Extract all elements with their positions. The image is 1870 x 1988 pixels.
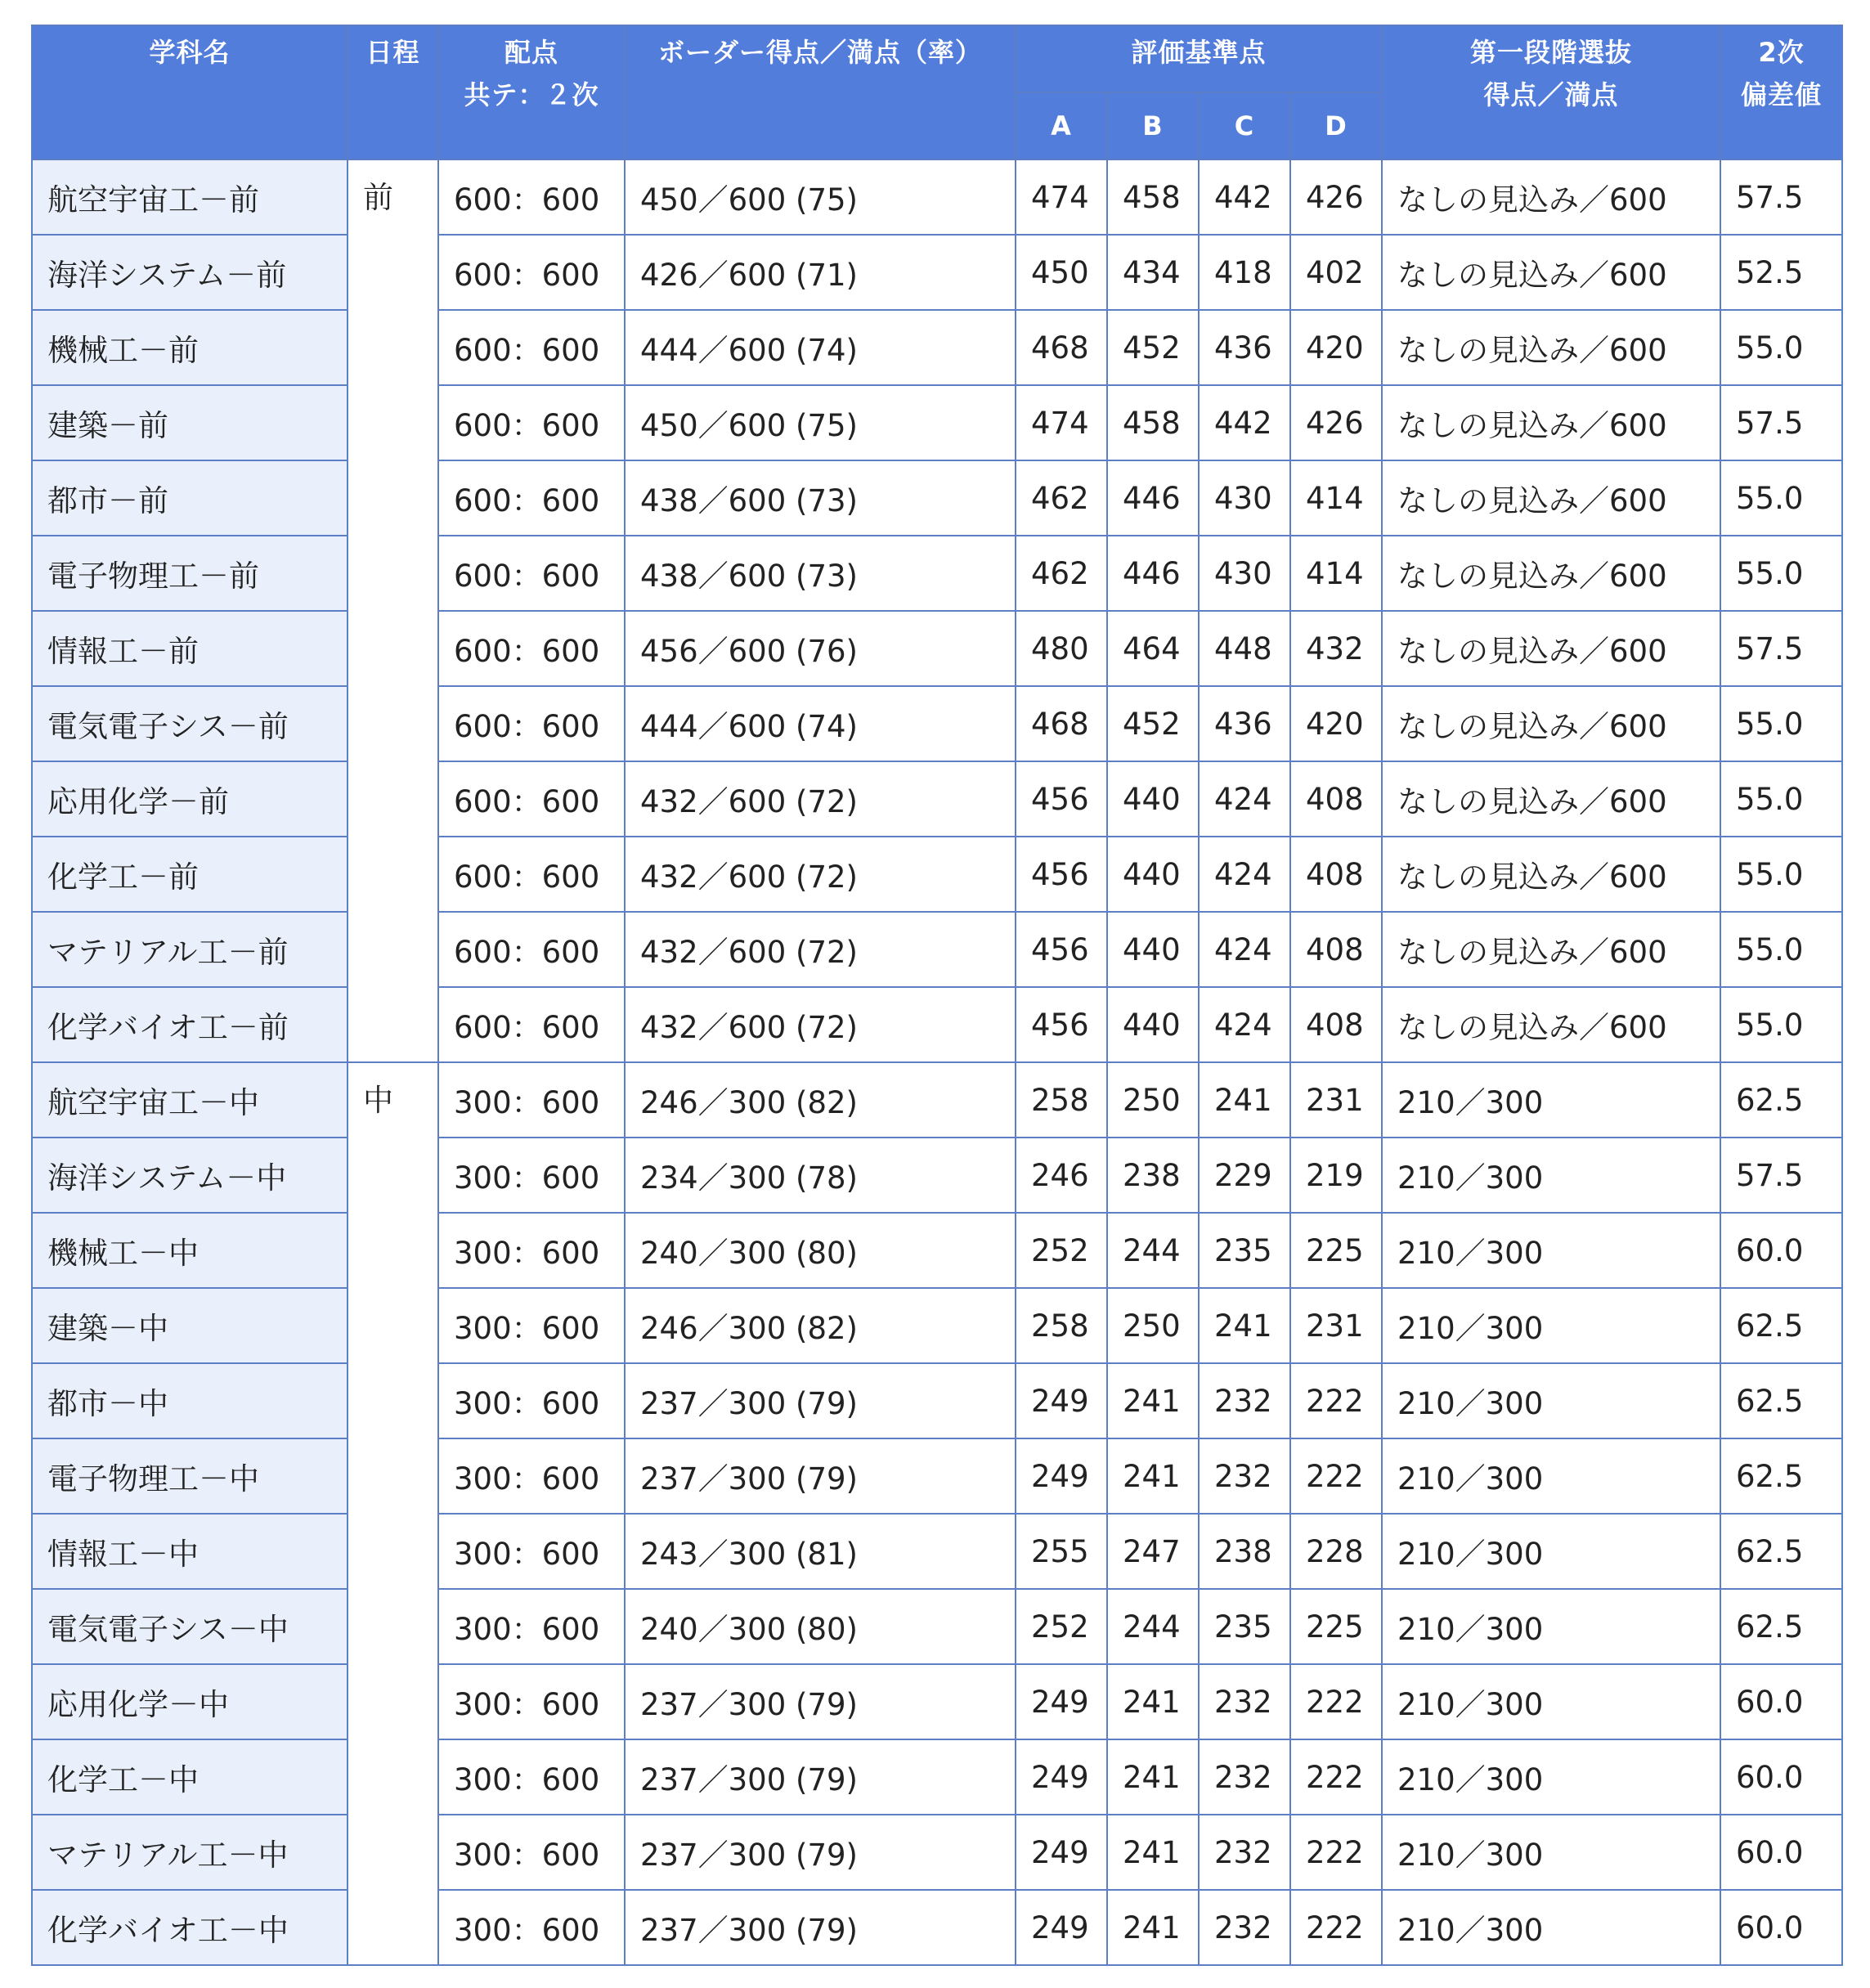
eval-c-cell: 442 (1199, 385, 1290, 460)
border-cell: 426／600 (71) (625, 235, 1016, 310)
points-cell: 300：600 (438, 1890, 625, 1965)
eval-c-cell: 232 (1199, 1664, 1290, 1739)
eval-d-cell: 414 (1290, 460, 1382, 536)
eval-a-cell: 462 (1016, 536, 1107, 611)
eval-c-cell: 232 (1199, 1815, 1290, 1890)
schedule-cell: 中 (348, 1062, 438, 1965)
eval-c-cell: 235 (1199, 1213, 1290, 1288)
eval-c-cell: 229 (1199, 1138, 1290, 1213)
dept-cell: 建築－中 (32, 1288, 348, 1363)
eval-b-cell: 247 (1107, 1514, 1199, 1589)
points-cell: 300：600 (438, 1664, 625, 1739)
points-cell: 600：600 (438, 385, 625, 460)
dept-cell: 電気電子シス－前 (32, 686, 348, 761)
table-row (32, 1664, 1842, 1739)
dept-cell: 都市－中 (32, 1363, 348, 1438)
border-cell: 432／600 (72) (625, 987, 1016, 1062)
eval-b-cell: 440 (1107, 912, 1199, 987)
dept-cell: 機械工－中 (32, 1213, 348, 1288)
eval-d-cell: 222 (1290, 1438, 1382, 1514)
eval-a-cell: 249 (1016, 1438, 1107, 1514)
border-cell: 444／600 (74) (625, 686, 1016, 761)
first-stage-cell: なしの見込み／600 (1382, 385, 1720, 460)
deviation-cell: 55.0 (1720, 761, 1842, 837)
points-cell: 600：600 (438, 159, 625, 235)
eval-c-cell: 232 (1199, 1890, 1290, 1965)
eval-d-cell: 420 (1290, 310, 1382, 385)
deviation-cell: 57.5 (1720, 159, 1842, 235)
table-row (32, 912, 1842, 987)
first-stage-cell: 210／300 (1382, 1438, 1720, 1514)
eval-c-cell: 430 (1199, 460, 1290, 536)
eval-b-cell: 446 (1107, 460, 1199, 536)
first-stage-cell: なしの見込み／600 (1382, 987, 1720, 1062)
eval-c-cell: 448 (1199, 611, 1290, 686)
eval-b-cell: 241 (1107, 1363, 1199, 1438)
border-cell: 450／600 (75) (625, 159, 1016, 235)
border-cell: 240／300 (80) (625, 1213, 1016, 1288)
border-cell: 438／600 (73) (625, 536, 1016, 611)
eval-c-cell: 418 (1199, 235, 1290, 310)
eval-b-cell: 458 (1107, 159, 1199, 235)
eval-d-cell: 222 (1290, 1815, 1382, 1890)
eval-c-cell: 436 (1199, 310, 1290, 385)
points-cell: 300：600 (438, 1213, 625, 1288)
table-row (32, 536, 1842, 611)
points-cell: 600：600 (438, 761, 625, 837)
points-cell: 300：600 (438, 1138, 625, 1213)
eval-a-cell: 249 (1016, 1815, 1107, 1890)
eval-c-cell: 424 (1199, 761, 1290, 837)
eval-a-cell: 468 (1016, 310, 1107, 385)
first-stage-cell: なしの見込み／600 (1382, 761, 1720, 837)
first-stage-cell: 210／300 (1382, 1514, 1720, 1589)
eval-b-cell: 241 (1107, 1438, 1199, 1514)
deviation-cell: 60.0 (1720, 1213, 1842, 1288)
eval-c-cell: 232 (1199, 1438, 1290, 1514)
dept-cell: 電子物理工－中 (32, 1438, 348, 1514)
header-first-stage-line2: 得点／満点 (1483, 79, 1619, 110)
table-row (32, 310, 1842, 385)
eval-a-cell: 255 (1016, 1514, 1107, 1589)
eval-d-cell: 228 (1290, 1514, 1382, 1589)
points-cell: 300：600 (438, 1062, 625, 1138)
eval-b-cell: 244 (1107, 1213, 1199, 1288)
dept-cell: 化学バイオ工－中 (32, 1890, 348, 1965)
eval-d-cell: 408 (1290, 761, 1382, 837)
table-row (32, 686, 1842, 761)
eval-b-cell: 244 (1107, 1589, 1199, 1664)
eval-a-cell: 480 (1016, 611, 1107, 686)
dept-cell: 化学バイオ工－前 (32, 987, 348, 1062)
eval-d-cell: 219 (1290, 1138, 1382, 1213)
dept-cell: 電気電子シス－中 (32, 1589, 348, 1664)
border-cell: 237／300 (79) (625, 1438, 1016, 1514)
border-cell: 450／600 (75) (625, 385, 1016, 460)
deviation-cell: 62.5 (1720, 1363, 1842, 1438)
header-border: ボーダー得点／満点（率） (625, 25, 1016, 159)
score-table (31, 25, 1843, 1966)
table-row (32, 837, 1842, 912)
first-stage-cell: なしの見込み／600 (1382, 159, 1720, 235)
eval-d-cell: 426 (1290, 385, 1382, 460)
table-row (32, 1213, 1842, 1288)
eval-b-cell: 458 (1107, 385, 1199, 460)
eval-b-cell: 241 (1107, 1664, 1199, 1739)
eval-d-cell: 225 (1290, 1589, 1382, 1664)
eval-a-cell: 456 (1016, 837, 1107, 912)
header-dev-line1: 2次 (1758, 37, 1805, 68)
eval-a-cell: 474 (1016, 385, 1107, 460)
points-cell: 300：600 (438, 1739, 625, 1815)
eval-d-cell: 408 (1290, 987, 1382, 1062)
first-stage-cell: 210／300 (1382, 1890, 1720, 1965)
deviation-cell: 60.0 (1720, 1890, 1842, 1965)
border-cell: 432／600 (72) (625, 761, 1016, 837)
eval-c-cell: 238 (1199, 1514, 1290, 1589)
deviation-cell: 55.0 (1720, 686, 1842, 761)
eval-c-cell: 430 (1199, 536, 1290, 611)
eval-a-cell: 249 (1016, 1890, 1107, 1965)
dept-cell: マテリアル工－中 (32, 1815, 348, 1890)
eval-d-cell: 402 (1290, 235, 1382, 310)
eval-d-cell: 222 (1290, 1890, 1382, 1965)
eval-a-cell: 249 (1016, 1664, 1107, 1739)
eval-c-cell: 436 (1199, 686, 1290, 761)
points-cell: 300：600 (438, 1589, 625, 1664)
first-stage-cell: 210／300 (1382, 1213, 1720, 1288)
eval-a-cell: 468 (1016, 686, 1107, 761)
eval-b-cell: 241 (1107, 1739, 1199, 1815)
points-cell: 300：600 (438, 1288, 625, 1363)
deviation-cell: 55.0 (1720, 837, 1842, 912)
table-row (32, 385, 1842, 460)
first-stage-cell: なしの見込み／600 (1382, 235, 1720, 310)
header-first-stage (1382, 25, 1720, 159)
eval-a-cell: 252 (1016, 1213, 1107, 1288)
eval-c-cell: 424 (1199, 987, 1290, 1062)
table-row (32, 987, 1842, 1062)
dept-cell: 機械工－前 (32, 310, 348, 385)
eval-d-cell: 414 (1290, 536, 1382, 611)
table-row (32, 159, 1842, 235)
deviation-cell: 57.5 (1720, 1138, 1842, 1213)
dept-cell: 電子物理工－前 (32, 536, 348, 611)
table-row (32, 1739, 1842, 1815)
border-cell: 237／300 (79) (625, 1363, 1016, 1438)
points-cell: 600：600 (438, 611, 625, 686)
table-row (32, 611, 1842, 686)
border-cell: 237／300 (79) (625, 1815, 1016, 1890)
border-cell: 438／600 (73) (625, 460, 1016, 536)
header-deviation (1720, 25, 1842, 159)
points-cell: 600：600 (438, 460, 625, 536)
eval-b-cell: 452 (1107, 686, 1199, 761)
header-eval-c: C (1199, 92, 1290, 159)
eval-d-cell: 408 (1290, 837, 1382, 912)
first-stage-cell: なしの見込み／600 (1382, 611, 1720, 686)
eval-a-cell: 258 (1016, 1288, 1107, 1363)
border-cell: 432／600 (72) (625, 837, 1016, 912)
header-points-line1: 配点 (504, 37, 558, 68)
header-dev-line2: 偏差値 (1741, 79, 1823, 110)
border-cell: 246／300 (82) (625, 1288, 1016, 1363)
points-cell: 300：600 (438, 1815, 625, 1890)
header-eval-a: A (1016, 92, 1107, 159)
first-stage-cell: 210／300 (1382, 1589, 1720, 1664)
table-row (32, 761, 1842, 837)
points-cell: 300：600 (438, 1363, 625, 1438)
deviation-cell: 62.5 (1720, 1062, 1842, 1138)
deviation-cell: 62.5 (1720, 1288, 1842, 1363)
points-cell: 300：600 (438, 1438, 625, 1514)
eval-b-cell: 238 (1107, 1138, 1199, 1213)
points-cell: 600：600 (438, 536, 625, 611)
eval-c-cell: 232 (1199, 1363, 1290, 1438)
eval-c-cell: 241 (1199, 1062, 1290, 1138)
dept-cell: 建築－前 (32, 385, 348, 460)
header-first-stage-line1: 第一段階選抜 (1470, 37, 1633, 68)
deviation-cell: 55.0 (1720, 987, 1842, 1062)
deviation-cell: 55.0 (1720, 536, 1842, 611)
eval-a-cell: 456 (1016, 987, 1107, 1062)
deviation-cell: 62.5 (1720, 1438, 1842, 1514)
eval-d-cell: 222 (1290, 1363, 1382, 1438)
deviation-cell: 57.5 (1720, 385, 1842, 460)
first-stage-cell: 210／300 (1382, 1062, 1720, 1138)
table-body (32, 159, 1842, 1965)
points-cell: 600：600 (438, 912, 625, 987)
table-row (32, 1438, 1842, 1514)
deviation-cell: 62.5 (1720, 1514, 1842, 1589)
eval-a-cell: 450 (1016, 235, 1107, 310)
eval-b-cell: 440 (1107, 987, 1199, 1062)
dept-cell: 情報工－中 (32, 1514, 348, 1589)
dept-cell: 応用化学－前 (32, 761, 348, 837)
eval-c-cell: 235 (1199, 1589, 1290, 1664)
deviation-cell: 55.0 (1720, 460, 1842, 536)
deviation-cell: 52.5 (1720, 235, 1842, 310)
eval-d-cell: 231 (1290, 1062, 1382, 1138)
eval-b-cell: 446 (1107, 536, 1199, 611)
table-row (32, 1514, 1842, 1589)
border-cell: 243／300 (81) (625, 1514, 1016, 1589)
eval-a-cell: 252 (1016, 1589, 1107, 1664)
deviation-cell: 55.0 (1720, 310, 1842, 385)
dept-cell: 情報工－前 (32, 611, 348, 686)
eval-d-cell: 432 (1290, 611, 1382, 686)
eval-a-cell: 462 (1016, 460, 1107, 536)
deviation-cell: 60.0 (1720, 1664, 1842, 1739)
eval-b-cell: 434 (1107, 235, 1199, 310)
header-eval-d: D (1290, 92, 1382, 159)
header-points (438, 25, 625, 159)
deviation-cell: 55.0 (1720, 912, 1842, 987)
points-cell: 600：600 (438, 235, 625, 310)
eval-a-cell: 246 (1016, 1138, 1107, 1213)
points-cell: 600：600 (438, 987, 625, 1062)
dept-cell: マテリアル工－前 (32, 912, 348, 987)
points-cell: 300：600 (438, 1514, 625, 1589)
eval-a-cell: 456 (1016, 912, 1107, 987)
eval-b-cell: 464 (1107, 611, 1199, 686)
eval-a-cell: 456 (1016, 761, 1107, 837)
dept-cell: 化学工－中 (32, 1739, 348, 1815)
eval-a-cell: 474 (1016, 159, 1107, 235)
table-row (32, 1815, 1842, 1890)
table-row (32, 1062, 1842, 1138)
border-cell: 237／300 (79) (625, 1739, 1016, 1815)
header-eval: 評価基準点 (1016, 25, 1382, 92)
first-stage-cell: なしの見込み／600 (1382, 310, 1720, 385)
first-stage-cell: なしの見込み／600 (1382, 536, 1720, 611)
table-row (32, 1363, 1842, 1438)
eval-b-cell: 452 (1107, 310, 1199, 385)
dept-cell: 海洋システム－前 (32, 235, 348, 310)
eval-b-cell: 440 (1107, 761, 1199, 837)
eval-c-cell: 424 (1199, 912, 1290, 987)
first-stage-cell: 210／300 (1382, 1138, 1720, 1213)
points-cell: 600：600 (438, 310, 625, 385)
table-row (32, 1288, 1842, 1363)
header-eval-b: B (1107, 92, 1199, 159)
eval-c-cell: 241 (1199, 1288, 1290, 1363)
first-stage-cell: 210／300 (1382, 1739, 1720, 1815)
eval-b-cell: 250 (1107, 1062, 1199, 1138)
eval-b-cell: 250 (1107, 1288, 1199, 1363)
eval-b-cell: 440 (1107, 837, 1199, 912)
table-row (32, 1589, 1842, 1664)
deviation-cell: 60.0 (1720, 1815, 1842, 1890)
first-stage-cell: 210／300 (1382, 1363, 1720, 1438)
header-schedule: 日程 (348, 25, 438, 159)
eval-a-cell: 258 (1016, 1062, 1107, 1138)
eval-d-cell: 222 (1290, 1739, 1382, 1815)
eval-b-cell: 241 (1107, 1815, 1199, 1890)
eval-d-cell: 420 (1290, 686, 1382, 761)
first-stage-cell: 210／300 (1382, 1664, 1720, 1739)
eval-d-cell: 231 (1290, 1288, 1382, 1363)
dept-cell: 都市－前 (32, 460, 348, 536)
eval-d-cell: 408 (1290, 912, 1382, 987)
border-cell: 234／300 (78) (625, 1138, 1016, 1213)
table-header (32, 25, 1842, 159)
deviation-cell: 60.0 (1720, 1739, 1842, 1815)
border-cell: 444／600 (74) (625, 310, 1016, 385)
border-cell: 456／600 (76) (625, 611, 1016, 686)
dept-cell: 化学工－前 (32, 837, 348, 912)
points-cell: 600：600 (438, 837, 625, 912)
eval-c-cell: 424 (1199, 837, 1290, 912)
header-dept: 学科名 (32, 25, 348, 159)
table-row (32, 460, 1842, 536)
first-stage-cell: なしの見込み／600 (1382, 686, 1720, 761)
table-row (32, 1890, 1842, 1965)
dept-cell: 航空宇宙工－中 (32, 1062, 348, 1138)
dept-cell: 応用化学－中 (32, 1664, 348, 1739)
eval-a-cell: 249 (1016, 1363, 1107, 1438)
deviation-cell: 62.5 (1720, 1589, 1842, 1664)
first-stage-cell: なしの見込み／600 (1382, 837, 1720, 912)
border-cell: 237／300 (79) (625, 1890, 1016, 1965)
first-stage-cell: なしの見込み／600 (1382, 460, 1720, 536)
table-row (32, 1138, 1842, 1213)
dept-cell: 航空宇宙工－前 (32, 159, 348, 235)
header-points-line2: 共テ：２次 (464, 79, 599, 110)
border-cell: 240／300 (80) (625, 1589, 1016, 1664)
border-cell: 237／300 (79) (625, 1664, 1016, 1739)
deviation-cell: 57.5 (1720, 611, 1842, 686)
first-stage-cell: 210／300 (1382, 1815, 1720, 1890)
eval-d-cell: 426 (1290, 159, 1382, 235)
eval-c-cell: 232 (1199, 1739, 1290, 1815)
first-stage-cell: なしの見込み／600 (1382, 912, 1720, 987)
eval-b-cell: 241 (1107, 1890, 1199, 1965)
eval-c-cell: 442 (1199, 159, 1290, 235)
first-stage-cell: 210／300 (1382, 1288, 1720, 1363)
eval-d-cell: 222 (1290, 1664, 1382, 1739)
eval-d-cell: 225 (1290, 1213, 1382, 1288)
eval-a-cell: 249 (1016, 1739, 1107, 1815)
border-cell: 246／300 (82) (625, 1062, 1016, 1138)
table-row (32, 235, 1842, 310)
dept-cell: 海洋システム－中 (32, 1138, 348, 1213)
border-cell: 432／600 (72) (625, 912, 1016, 987)
schedule-cell: 前 (348, 159, 438, 1062)
points-cell: 600：600 (438, 686, 625, 761)
